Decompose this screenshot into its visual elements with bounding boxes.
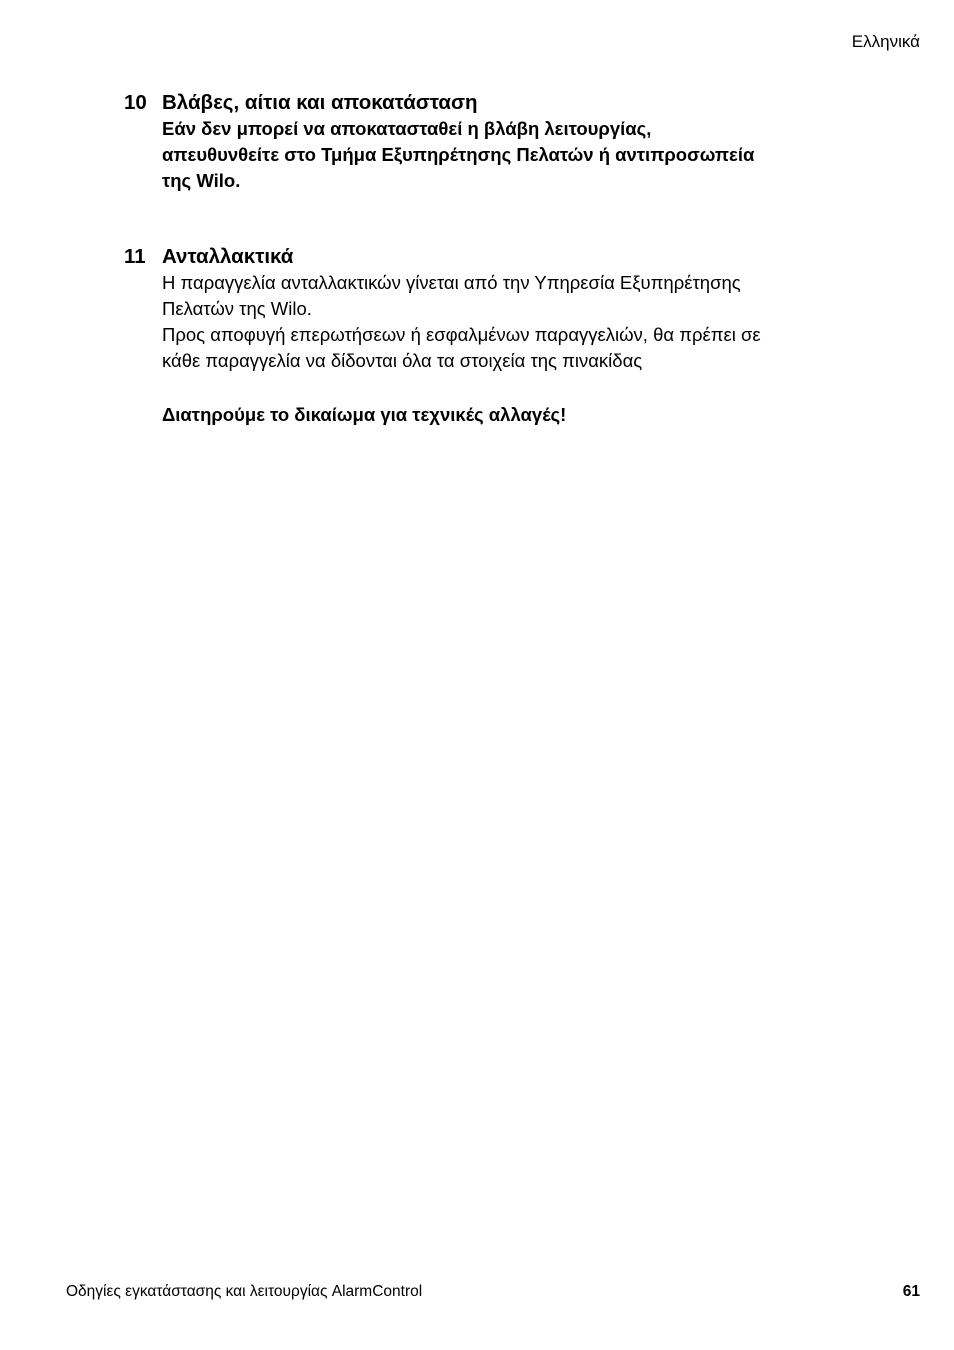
section-heading — [124, 90, 844, 116]
body-line: Εάν δεν μπορεί να αποκατασταθεί η βλάβη λειτουργίας, — [162, 118, 652, 139]
page-number: 61 — [902, 1283, 920, 1300]
footer-document-title: Οδηγίες εγκατάστασης και λειτουργίας AlarmControl — [66, 1283, 423, 1300]
body-line: απευθυνθείτε στο Τμήμα Εξυπηρέτησης Πελατών ή αντιπροσωπεία — [162, 144, 755, 165]
section-body — [162, 116, 844, 194]
paragraph-spacer — [162, 374, 844, 402]
body-line: Η παραγγελία ανταλλακτικών γίνεται από την Υπηρεσία Εξυπηρέτησης — [162, 272, 741, 293]
body-line: κάθε παραγγελία να δίδονται όλα τα στοιχεία της πινακίδας — [162, 350, 643, 371]
body-line: Πελατών της Wilo. — [162, 298, 312, 319]
section-title: Βλάβες, αίτια και αποκατάσταση — [162, 91, 478, 114]
body-line: της Wilo. — [162, 170, 241, 191]
section-number: 11 — [124, 245, 146, 268]
section-number: 10 — [124, 91, 147, 114]
body-line: Προς αποφυγή επερωτήσεων ή εσφαλμένων παραγγελιών, θα πρέπει σε — [162, 324, 761, 345]
section-11-spare-parts — [124, 244, 844, 428]
section-title: Ανταλλακτικά — [162, 245, 294, 268]
section-10-faults — [124, 90, 844, 194]
header-language-label: Ελληνικά — [851, 32, 920, 51]
page-footer — [66, 1282, 920, 1302]
section-heading — [124, 244, 844, 270]
technical-changes-notice: Διατηρούμε το δικαίωμα για τεχνικές αλλαγές! — [162, 404, 567, 425]
section-body — [162, 270, 844, 428]
